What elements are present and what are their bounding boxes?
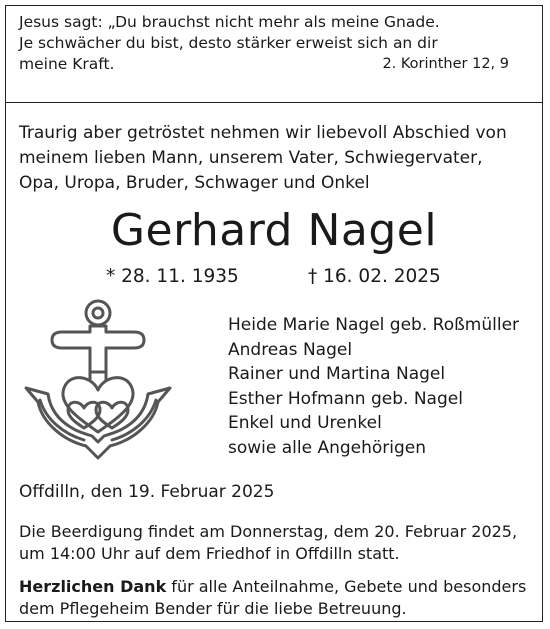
place-date: Offdilln, den 19. Februar 2025 [19,482,275,502]
intro-line: Opa, Uropa, Bruder, Schwager und Onkel [19,173,370,193]
funeral-info [19,521,517,565]
verse-reference: 2. Korinther 12, 9 [382,56,509,72]
funeral-line: um 14:00 Uhr auf dem Friedhof in Offdilln statt. [19,544,400,563]
verse-line: meine Kraft. [19,55,115,73]
divider [6,102,542,103]
mourner: sowie alle Angehörigen [228,437,427,458]
mourner: Rainer und Martina Nagel [228,364,446,384]
death-date: † 16. 02. 2025 [308,266,441,287]
intro-line: meinem lieben Mann, unserem Vater, Schwiegervater, [19,148,483,168]
thanks-bold: Herzlichen Dank [19,577,167,596]
funeral-line: Die Beerdigung findet am Donnerstag, dem 20. Februar 2025, [19,522,518,541]
mourner: Esther Hofmann geb. Nagel [228,388,463,409]
mourner: Andreas Nagel [228,339,353,360]
thanks-line: dem Pflegeheim Bender für die liebe Betreuung. [19,599,407,618]
mourner: Enkel und Urenkel [228,413,382,433]
anchor-with-heart-icon [18,296,180,464]
thanks-text [19,576,526,620]
bible-verse [19,12,529,75]
intro-line: Traurig aber getröstet nehmen wir liebevoll Abschied von [19,123,507,143]
thanks-rest: für alle Anteilnahme, Gebete und besonders [166,577,527,596]
verse-line: Je schwächer du bist, desto stärker erweist sich an dir [19,34,438,52]
mourners-list [228,313,519,460]
intro-text [19,121,544,196]
thanks-line [19,576,526,598]
birth-date: * 28. 11. 1935 [106,266,239,287]
mourner: Heide Marie Nagel geb. Roßmüller [228,315,520,335]
verse-line: Jesus sagt: „Du brauchst nicht mehr als meine Gnade. [19,13,440,31]
deceased-name: Gerhard Nagel [110,205,438,256]
obituary-frame [5,5,543,622]
